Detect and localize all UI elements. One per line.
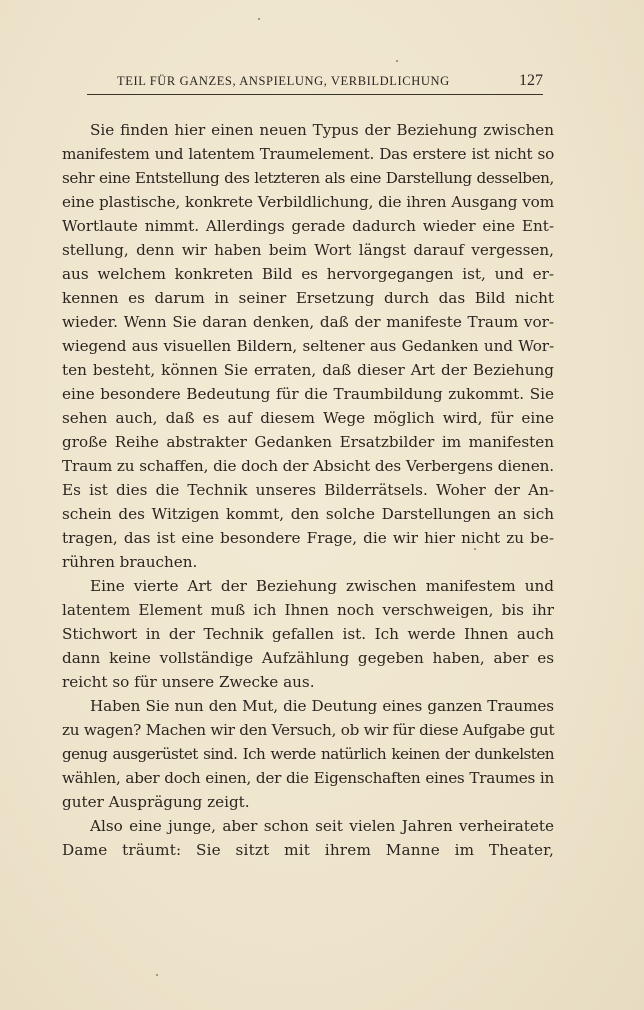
text-line: Stichwort in der Technik gefallen ist. Ich werde Ihnen auch: [62, 625, 554, 643]
text-line: eine besondere Bedeutung für die Traumbildung zukommt. Sie: [62, 385, 554, 403]
text-line: sehen auch, daß es auf diesem Wege möglich wird, für eine: [62, 409, 554, 427]
paper-speck: [258, 18, 260, 20]
paper-speck: [474, 548, 476, 550]
text-line: große Reihe abstrakter Gedanken Ersatzbilder im manifesten: [62, 433, 554, 451]
text-line: kennen es darum in seiner Ersetzung durch das Bild nicht: [62, 289, 554, 307]
text-line: reicht so für unsere Zwecke aus.: [62, 673, 315, 691]
text-line: Also eine junge, aber schon seit vielen Jahren verheiratete: [90, 817, 554, 835]
text-line: rühren brauchen.: [62, 553, 198, 571]
text-line: latentem Element muß ich Ihnen noch verschweigen, bis ihr: [62, 601, 554, 619]
text-line: Traum zu schaffen, die doch der Absicht des Verbergens dienen.: [62, 457, 554, 475]
text-line: guter Ausprägung zeigt.: [62, 793, 250, 811]
paper-speck: [156, 974, 158, 976]
text-line: zu wagen? Machen wir den Versuch, ob wir für diese Aufgabe gut: [62, 721, 555, 739]
text-line: Wortlaute nimmt. Allerdings gerade dadurch wieder eine Ent-: [62, 217, 554, 235]
text-line: aus welchem konkreten Bild es hervorgegangen ist, und er-: [62, 265, 554, 283]
text-line: ten besteht, können Sie erraten, daß dieser Art der Beziehung: [62, 361, 554, 379]
text-line: genug ausgerüstet sind. Ich werde natürlich keinen der dunkelsten: [62, 745, 554, 763]
text-line: manifestem und latentem Traumelement. Das erstere ist nicht so: [62, 145, 554, 163]
text-line: wieder. Wenn Sie daran denken, daß der manifeste Traum vor-: [62, 313, 554, 331]
text-line: wiegend aus visuellen Bildern, seltener aus Gedanken und Wor-: [62, 337, 554, 355]
text-line: Eine vierte Art der Beziehung zwischen manifestem und: [90, 577, 554, 595]
text-line: tragen, das ist eine besondere Frage, die wir hier nicht zu be-: [62, 529, 554, 547]
text-line: Dame träumt: Sie sitzt mit ihrem Manne im Theater,: [62, 841, 554, 859]
text-line: Haben Sie nun den Mut, die Deutung eines ganzen Traumes: [90, 697, 554, 715]
text-line: dann keine vollständige Aufzählung gegeben haben, aber es: [62, 649, 554, 667]
text-line: schein des Witzigen kommt, den solche Darstellungen an sich: [62, 505, 554, 523]
text-line: sehr eine Entstellung des letzteren als eine Darstellung desselben,: [62, 169, 554, 187]
text-line: Sie finden hier einen neuen Typus der Beziehung zwischen: [90, 121, 554, 139]
text-line: Es ist dies die Technik unseres Bilderrätsels. Woher der An-: [62, 481, 554, 499]
text-line: stellung, denn wir haben beim Wort längst darauf vergessen,: [62, 241, 554, 259]
running-header: [87, 72, 543, 95]
text-line: eine plastische, konkrete Verbildlichung, die ihren Ausgang vom: [62, 193, 554, 211]
page-number: 127: [519, 72, 543, 89]
text-line: wählen, aber doch einen, der die Eigenschaften eines Traumes in: [62, 769, 554, 787]
paper-speck: [396, 60, 398, 62]
header-title: TEIL FÜR GANZES, ANSPIELUNG, VERBILDLICHUNG: [117, 74, 450, 88]
body-text: [62, 118, 554, 862]
